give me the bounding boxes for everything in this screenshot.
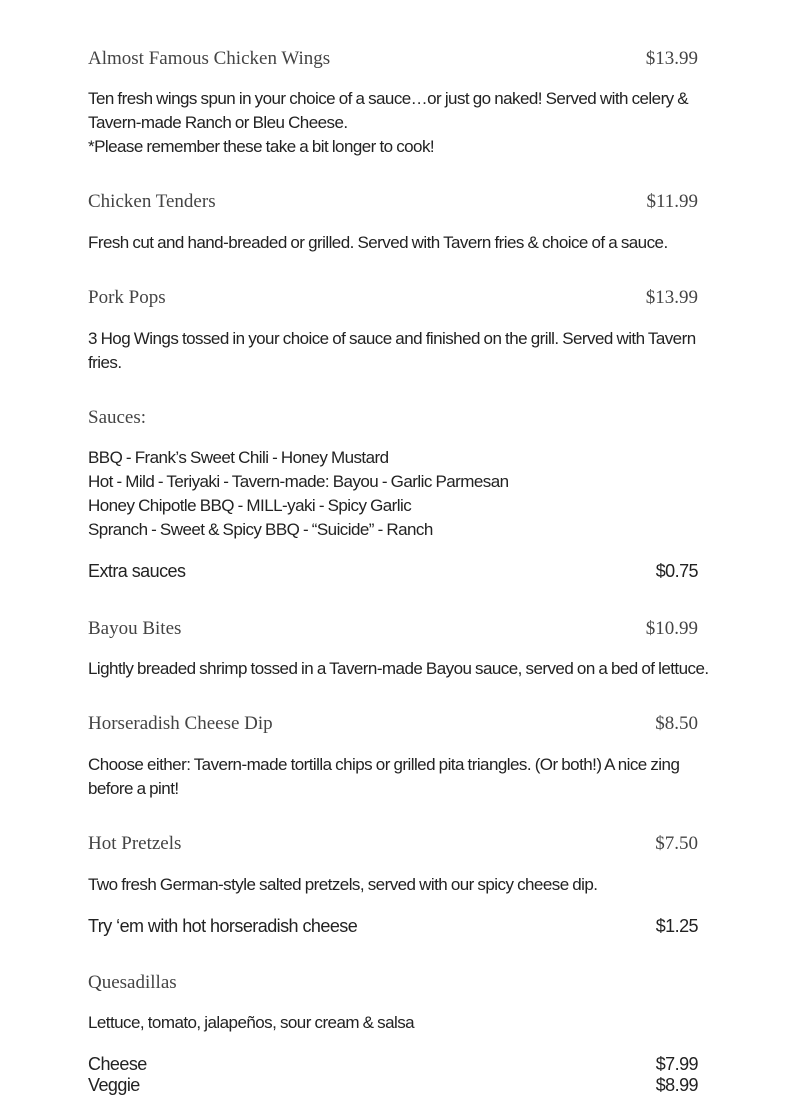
item-price: $7.50 bbox=[655, 833, 698, 854]
menu-item-header bbox=[88, 972, 698, 994]
addon-row bbox=[88, 561, 698, 582]
item-title: Bayou Bites bbox=[88, 618, 182, 639]
item-description bbox=[88, 657, 709, 681]
addon-label: Veggie bbox=[88, 1075, 140, 1095]
item-description bbox=[88, 231, 698, 255]
description-line: Honey Chipotle BBQ - MILL-yaki - Spicy Garlic bbox=[88, 496, 412, 515]
menu-item-header bbox=[88, 618, 698, 640]
item-title: Pork Pops bbox=[88, 287, 166, 308]
description-line: fries. bbox=[88, 353, 122, 372]
item-title: Chicken Tenders bbox=[88, 191, 216, 212]
description-line: Tavern-made Ranch or Bleu Cheese. bbox=[88, 113, 348, 132]
description-line: Ten fresh wings spun in your choice of a sauce…or just go naked! Served with celery & bbox=[88, 89, 689, 108]
item-title: Quesadillas bbox=[88, 972, 177, 993]
item-description bbox=[88, 1011, 698, 1035]
item-title: Hot Pretzels bbox=[88, 833, 182, 854]
sauces-header bbox=[88, 407, 698, 429]
menu-item-header bbox=[88, 48, 698, 70]
menu-item-header bbox=[88, 833, 698, 855]
addon-label: Extra sauces bbox=[88, 561, 186, 581]
description-line: 3 Hog Wings tossed in your choice of sauce and finished on the grill. Served with Tavern bbox=[88, 329, 696, 348]
item-description bbox=[88, 87, 698, 159]
description-line: BBQ - Frank’s Sweet Chili - Honey Mustard bbox=[88, 448, 389, 467]
description-line: Lettuce, tomato, jalapeños, sour cream & salsa bbox=[88, 1013, 415, 1032]
menu-item-header bbox=[88, 287, 698, 309]
sauce-list bbox=[88, 446, 698, 542]
addon-price: $7.99 bbox=[655, 1054, 698, 1074]
description-line: Fresh cut and hand-breaded or grilled. Served with Tavern fries & choice of a sauce. bbox=[88, 233, 668, 252]
addon-price: $0.75 bbox=[655, 561, 698, 581]
addon-label: Try ‘em with hot horseradish cheese bbox=[88, 916, 358, 936]
addon-price: $1.25 bbox=[655, 916, 698, 936]
item-price: $10.99 bbox=[645, 618, 698, 639]
item-price: $8.50 bbox=[655, 713, 698, 734]
description-line: Two fresh German-style salted pretzels, served with our spicy cheese dip. bbox=[88, 875, 598, 894]
description-line: Spranch - Sweet & Spicy BBQ - “Suicide” - Ranch bbox=[88, 520, 433, 539]
description-line: before a pint! bbox=[88, 779, 179, 798]
item-price: $13.99 bbox=[645, 48, 698, 69]
addon-price: $8.99 bbox=[655, 1075, 698, 1095]
item-price: $13.99 bbox=[645, 287, 698, 308]
item-price: $11.99 bbox=[646, 191, 698, 212]
addon-label: Cheese bbox=[88, 1054, 147, 1074]
menu-item-header bbox=[88, 191, 698, 213]
item-description bbox=[88, 873, 698, 897]
description-line: *Please remember these take a bit longer to cook! bbox=[88, 137, 435, 156]
item-title: Almost Famous Chicken Wings bbox=[88, 48, 331, 69]
addon-row bbox=[88, 1054, 698, 1075]
addon-row bbox=[88, 1075, 698, 1096]
description-line: Hot - Mild - Teriyaki - Tavern-made: Bayou - Garlic Parmesan bbox=[88, 472, 509, 491]
item-description bbox=[88, 753, 698, 801]
item-title: Horseradish Cheese Dip bbox=[88, 713, 273, 734]
section-title: Sauces: bbox=[88, 407, 147, 428]
description-line: Choose either: Tavern-made tortilla chips or grilled pita triangles. (Or both!) A nice zing bbox=[88, 755, 680, 774]
menu-item-header bbox=[88, 713, 698, 735]
addon-row bbox=[88, 916, 698, 937]
description-line: Lightly breaded shrimp tossed in a Tavern-made Bayou sauce, served on a bed of lettuce. bbox=[88, 659, 709, 678]
item-description bbox=[88, 327, 698, 375]
